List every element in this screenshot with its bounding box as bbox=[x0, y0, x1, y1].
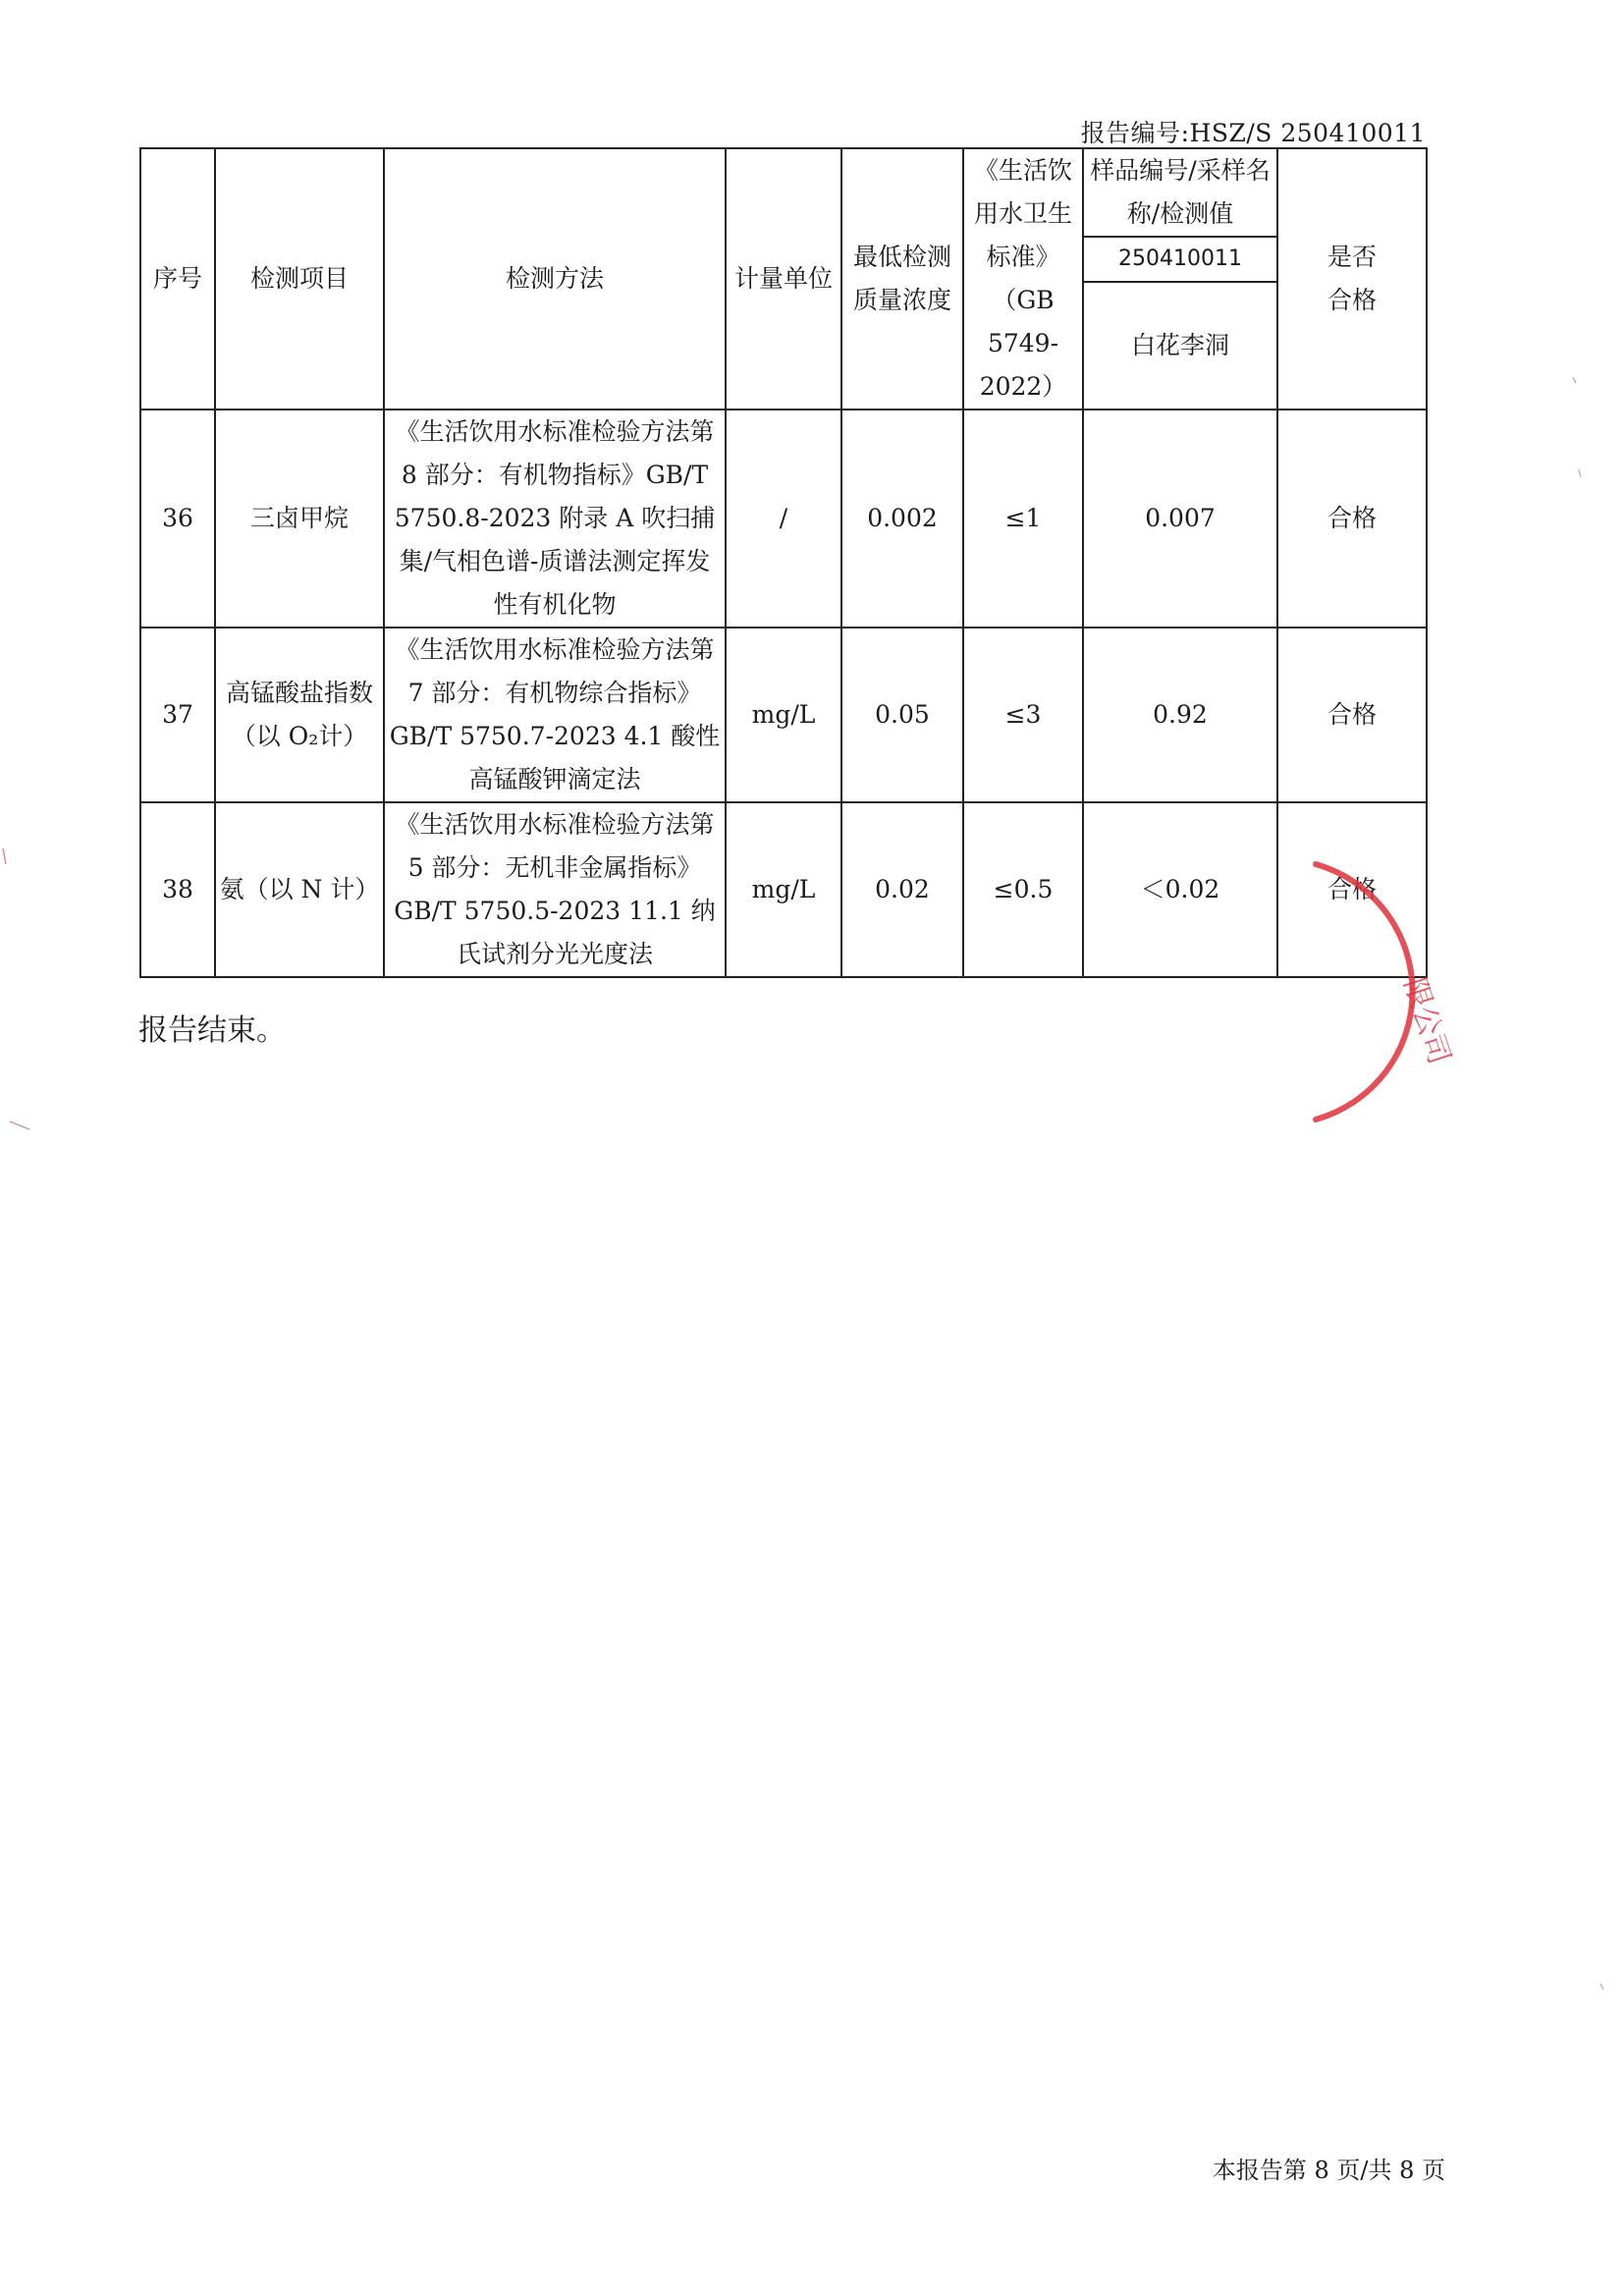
row-value: 0.007 bbox=[1083, 410, 1277, 628]
header-sample-id: 250410011 bbox=[1083, 237, 1277, 282]
table-row bbox=[140, 410, 1427, 628]
row-method: 《生活饮用水标准检验方法第 7 部分：有机物综合指标》GB/T 5750.7-2023 4.1 酸性高锰酸钾滴定法 bbox=[384, 628, 726, 802]
row-min-conc: 0.002 bbox=[841, 410, 963, 628]
row-limit: ≤0.5 bbox=[963, 802, 1083, 977]
row-seq: 36 bbox=[140, 410, 215, 628]
row-unit: mg/L bbox=[726, 802, 841, 977]
header-min-conc: 最低检测质量浓度 bbox=[841, 148, 963, 410]
row-unit: / bbox=[726, 410, 841, 628]
header-pass: 是否合格 bbox=[1277, 148, 1427, 410]
report-number: 报告编号:HSZ/S 250410011 bbox=[1080, 119, 1426, 147]
row-seq: 37 bbox=[140, 628, 215, 802]
header-seq: 序号 bbox=[140, 148, 215, 410]
row-method: 《生活饮用水标准检验方法第 8 部分：有机物指标》GB/T 5750.8-2023 附录 A 吹扫捕集/气相色谱-质谱法测定挥发性有机化物 bbox=[384, 410, 726, 628]
header-sample-name: 白花李洞 bbox=[1083, 282, 1277, 410]
row-pass: 合格 bbox=[1277, 410, 1427, 628]
table-row bbox=[140, 628, 1427, 802]
report-end-note: 报告结束。 bbox=[138, 1013, 286, 1048]
row-limit: ≤1 bbox=[963, 410, 1083, 628]
header-method: 检测方法 bbox=[384, 148, 726, 410]
row-min-conc: 0.05 bbox=[841, 628, 963, 802]
row-value: 0.92 bbox=[1083, 628, 1277, 802]
row-pass: 合格 bbox=[1277, 802, 1427, 977]
row-min-conc: 0.02 bbox=[841, 802, 963, 977]
seal-text: 限公司 bbox=[1396, 973, 1457, 1069]
header-sample-group: 样品编号/采样名称/检测值 bbox=[1083, 148, 1277, 237]
row-item: 高锰酸盐指数（以 O₂计） bbox=[215, 628, 384, 802]
header-standard: 《生活饮用水卫生标准》（GB 5749-2022） bbox=[963, 148, 1083, 410]
row-method: 《生活饮用水标准检验方法第 5 部分：无机非金属指标》GB/T 5750.5-2023 11.1 纳氏试剂分光光度法 bbox=[384, 802, 726, 977]
row-seq: 38 bbox=[140, 802, 215, 977]
row-pass: 合格 bbox=[1277, 628, 1427, 802]
header-item: 检测项目 bbox=[215, 148, 384, 410]
row-item: 三卤甲烷 bbox=[215, 410, 384, 628]
row-unit: mg/L bbox=[726, 628, 841, 802]
row-limit: ≤3 bbox=[963, 628, 1083, 802]
page-footer: 本报告第 8 页/共 8 页 bbox=[1212, 2157, 1445, 2184]
table-row bbox=[140, 802, 1427, 977]
table-header-row bbox=[140, 148, 1427, 237]
row-item: 氨（以 N 计） bbox=[215, 802, 384, 977]
row-value: ＜0.02 bbox=[1083, 802, 1277, 977]
results-table bbox=[139, 147, 1428, 978]
header-unit: 计量单位 bbox=[726, 148, 841, 410]
